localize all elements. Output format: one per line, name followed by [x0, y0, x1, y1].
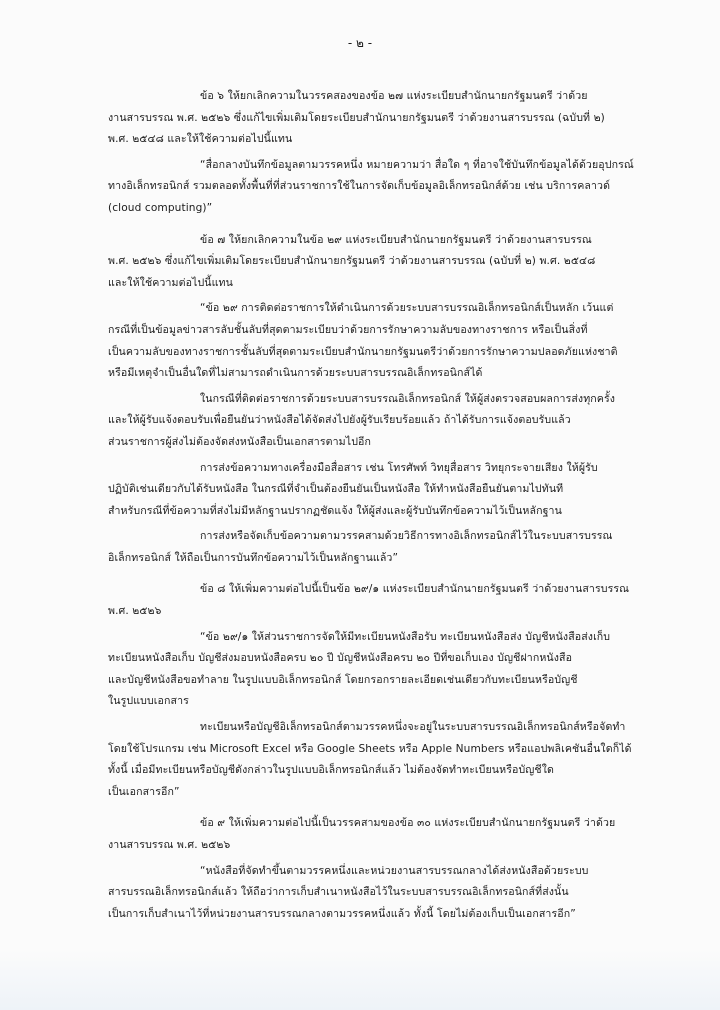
amendment-line: สารบรรณอิเล็กทรอนิกส์แล้ว ให้ถือว่าการเก็บสำเนาหนังสือไว้ในระบบสารบรรณอิเล็กทรอนิกส์ที่ส่งนั้น	[108, 886, 569, 899]
amendment-line: ทะเบียนหนังสือเก็บ บัญชีส่งมอบหนังสือครบ ๒๐ ปี บัญชีหนังสือครบ ๒๐ ปีที่ขอเก็บเอง บัญชีฝากหนังสือ	[108, 652, 573, 665]
clause-line: พ.ศ. ๒๕๒๖	[108, 605, 162, 618]
amendment-paragraph	[108, 458, 656, 523]
clause-paragraph	[108, 86, 656, 151]
amendment-line: ในรูปแบบเอกสาร	[108, 695, 189, 708]
amendment-line: ทางอิเล็กทรอนิกส์ รวมตลอดทั้งพื้นที่ที่ส่วนราชการใช้ในการจัดเก็บข้อมูลอิเล็กทรอนิกส์ด้วย เช่น บริการคลาวด์	[108, 180, 611, 193]
amendment-line: กรณีที่เป็นข้อมูลข่าวสารลับชั้นลับที่สุดตามระเบียบว่าด้วยการรักษาความลับของทางราชการ หรือเป็นสิ่งที่	[108, 323, 588, 336]
clause-line: งานสารบรรณ พ.ศ. ๒๕๒๖ ซึ่งแก้ไขเพิ่มเติมโดยระเบียบสำนักนายกรัฐมนตรี ว่าด้วยงานสารบรรณ (ฉบับที่ ๒)	[108, 111, 605, 124]
amendment-paragraph	[108, 389, 656, 454]
clause-line: และให้ใช้ความต่อไปนี้แทน	[108, 276, 233, 289]
clause-line: พ.ศ. ๒๕๒๖ ซึ่งแก้ไขเพิ่มเติมโดยระเบียบสำนักนายกรัฐมนตรี ว่าด้วยงานสารบรรณ (ฉบับที่ ๒) พ.ศ. ๒๕๔๘	[108, 255, 596, 268]
amendment-paragraph	[108, 627, 656, 713]
amendment-line: และให้ผู้รับแจ้งตอบรับเพื่อยืนยันว่าหนังสือได้จัดส่งไปยังผู้รับเรียบร้อยแล้ว ถ้าได้รับการแจ้งตอบรับแล้ว	[108, 414, 571, 427]
clause-line: งานสารบรรณ พ.ศ. ๒๕๒๖	[108, 839, 231, 851]
page-number: - ๒ -	[347, 36, 373, 50]
clause-line: ข้อ ๘ ให้เพิ่มความต่อไปนี้เป็นข้อ ๒๙/๑ แห่งระเบียบสำนักนายกรัฐมนตรี ว่าด้วยงานสารบรรณ	[200, 583, 630, 596]
amendment-paragraph	[108, 526, 656, 569]
amendment-line: (cloud computing)”	[108, 201, 213, 214]
amendment-line: ส่วนราชการผู้ส่งไม่ต้องจัดส่งหนังสือเป็นเอกสารตามไปอีก	[108, 435, 371, 448]
amendment-line: ทะเบียนหรือบัญชีอิเล็กทรอนิกส์ตามวรรคหนึ่งจะอยู่ในระบบสารบรรณอิเล็กทรอนิกส์หรือจัดทำ	[200, 721, 626, 734]
amendment-line: เป็นการเก็บสำเนาไว้ที่หน่วยงานสารบรรณกลางตามวรรคหนึ่งแล้ว ทั้งนี้ โดยไม่ต้องเก็บเป็นเอกสารอีก”	[108, 907, 576, 920]
clause-paragraph	[108, 230, 656, 295]
clause-line: พ.ศ. ๒๕๔๘ และให้ใช้ความต่อไปนี้แทน	[108, 133, 293, 146]
amendment-line: “สื่อกลางบันทึกข้อมูลตามวรรคหนึ่ง หมายความว่า สื่อใด ๆ ที่อาจใช้บันทึกข้อมูลได้ด้วยอุปกรณ์	[200, 158, 634, 171]
clause-line: ข้อ ๙ ให้เพิ่มความต่อไปนี้เป็นวรรคสามของข้อ ๓๐ แห่งระเบียบสำนักนายกรัฐมนตรี ว่าด้วย	[200, 817, 616, 830]
amendment-line: สำหรับกรณีที่ข้อความที่ส่งไม่มีหลักฐานปรากฏชัดแจ้ง ให้ผู้ส่งและผู้รับบันทึกข้อความไว้เป็นหลักฐาน	[108, 504, 562, 517]
amendment-paragraph	[108, 298, 656, 384]
amendment-line: เป็นความลับของทางราชการชั้นลับที่สุดตามระเบียบสำนักนายกรัฐมนตรีว่าด้วยการรักษาความปลอดภัยแห่งชาติ	[108, 345, 618, 358]
amendment-line: เป็นเอกสารอีก”	[108, 785, 180, 798]
clause-line: ข้อ ๗ ให้ยกเลิกความในข้อ ๒๙ แห่งระเบียบสำนักนายกรัฐมนตรี ว่าด้วยงานสารบรรณ	[200, 233, 592, 246]
amendment-line: อิเล็กทรอนิกส์ ให้ถือเป็นการบันทึกข้อความไว้เป็นหลักฐานแล้ว”	[108, 551, 399, 564]
page-bottom-edge	[0, 950, 720, 1010]
amendment-line: “หนังสือที่จัดทำขึ้นตามวรรคหนึ่งและหน่วยงานสารบรรณกลางได้ส่งหนังสือด้วยระบบ	[200, 864, 589, 877]
amendment-line: การส่งหรือจัดเก็บข้อความตามวรรคสามด้วยวิธีการทางอิเล็กทรอนิกส์ไว้ในระบบสารบรรณ	[200, 530, 613, 543]
amendment-line: การส่งข้อความทางเครื่องมือสื่อสาร เช่น โทรศัพท์ วิทยุสื่อสาร วิทยุกระจายเสียง ให้ผู้รับ	[200, 461, 598, 474]
clause-line: ข้อ ๖ ให้ยกเลิกความในวรรคสองของข้อ ๒๗ แห่งระเบียบสำนักนายกรัฐมนตรี ว่าด้วย	[200, 90, 588, 102]
amendment-paragraph	[108, 861, 656, 926]
clause-paragraph	[108, 579, 656, 622]
amendment-line: ปฏิบัติเช่นเดียวกับได้รับหนังสือ ในกรณีที่จำเป็นต้องยืนยันเป็นหนังสือ ให้ทำหนังสือยืนยันตามไปทันที	[108, 483, 564, 496]
amendment-line: และบัญชีหนังสือขอทำลาย ในรูปแบบอิเล็กทรอนิกส์ โดยกรอกรายละเอียดเช่นเดียวกับทะเบียนหรือบัญชี	[108, 673, 578, 686]
amendment-line: “ข้อ ๒๙ การติดต่อราชการให้ดำเนินการด้วยระบบสารบรรณอิเล็กทรอนิกส์เป็นหลัก เว้นแต่	[200, 302, 614, 315]
document-body	[108, 86, 656, 925]
amendment-line: “ข้อ ๒๙/๑ ให้ส่วนราชการจัดให้มีทะเบียนหนังสือรับ ทะเบียนหนังสือส่ง บัญชีหนังสือส่งเก็บ	[200, 630, 611, 643]
amendment-line: ในกรณีที่ติดต่อราชการด้วยระบบสารบรรณอิเล็กทรอนิกส์ ให้ผู้ส่งตรวจสอบผลการส่งทุกครั้ง	[200, 392, 616, 405]
amendment-line: ทั้งนี้ เมื่อมีทะเบียนหรือบัญชีดังกล่าวในรูปแบบอิเล็กทรอนิกส์แล้ว ไม่ต้องจัดทำทะเบียนหรือบัญชีใด	[108, 764, 554, 777]
amendment-paragraph	[108, 717, 656, 803]
amendment-line: หรือมีเหตุจำเป็นอื่นใดที่ไม่สามารถดำเนินการด้วยระบบสารบรรณอิเล็กทรอนิกส์ได้	[108, 367, 483, 380]
clause-paragraph	[108, 813, 656, 856]
amendment-paragraph	[108, 155, 656, 220]
amendment-line: โดยใช้โปรแกรม เช่น Microsoft Excel หรือ Google Sheets หรือ Apple Numbers หรือแอปพลิเคชันอื่นใดก็ได้	[108, 742, 632, 755]
